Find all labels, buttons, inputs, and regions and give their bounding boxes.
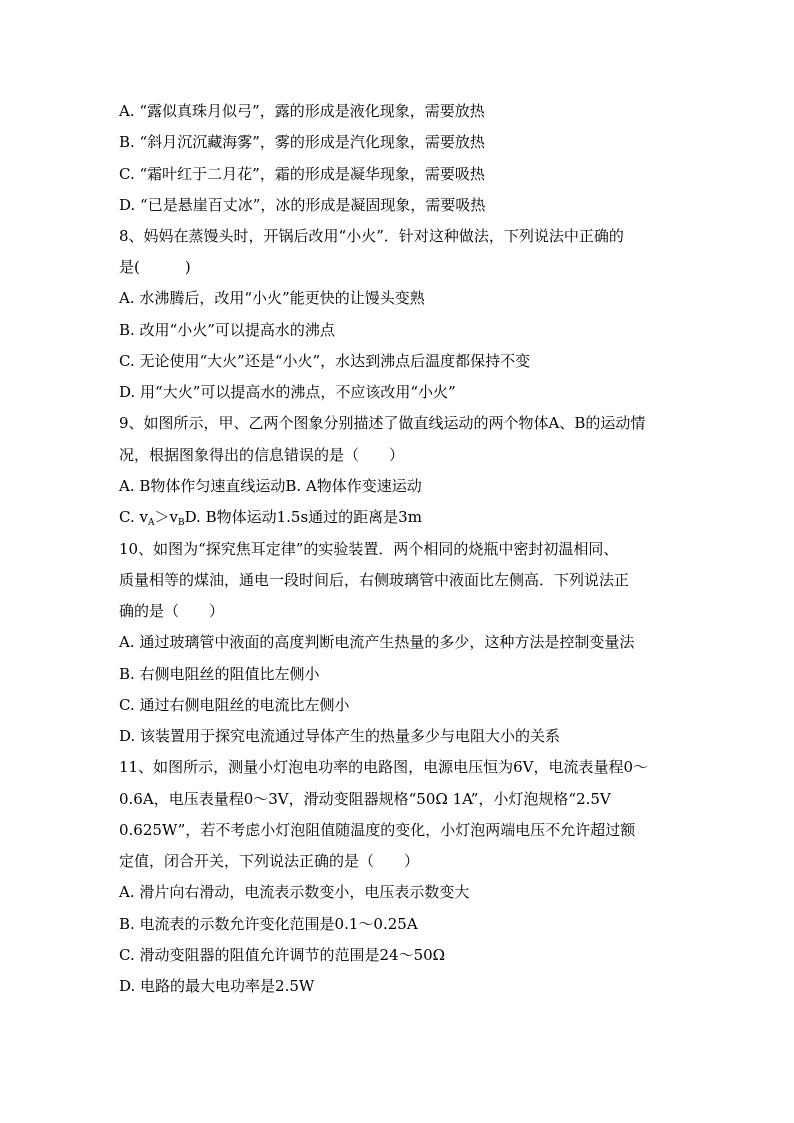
q10-option-d: D. 该装置用于探究电流通过导体产生的热量多少与电阻大小的关系	[119, 727, 561, 745]
q9-options-cd	[119, 507, 719, 527]
q11-option-b: B. 电流表的示数允许变化范围是0.1～0.25A	[119, 915, 418, 933]
q7-option-d: D. “已是悬崖百丈冰”，冰的形成是凝固现象，需要吸热	[119, 196, 486, 214]
q7-option-a: A. “露似真珠月似弓”，露的形成是液化现象，需要放热	[119, 102, 485, 120]
q7-option-b: B. “斜月沉沉藏海雾”，雾的形成是汽化现象，需要放热	[119, 133, 485, 151]
q10-option-c: C. 通过右侧电阻丝的电流比左侧小	[119, 696, 350, 714]
q10-stem: 确的是（ ）	[119, 602, 225, 620]
q8-option-b: B. 改用“小火”可以提高水的沸点	[119, 321, 335, 339]
q9-option-d: D. B物体运动1.5s通过的距离是3m	[184, 508, 422, 526]
q11-option-d: D. 电路的最大电功率是2.5W	[119, 977, 315, 995]
q10-option-a: A. 通过玻璃管中液面的高度判断电流产生热量的多少，这种方法是控制变量法	[119, 633, 635, 651]
q8-stem: 8、妈妈在蒸馒头时，开锅后改用“小火”．针对这种做法，下列说法中正确的	[119, 227, 624, 245]
q11-stem: 0.6A，电压表量程0～3V，滑动变阻器规格“50Ω 1A”，小灯泡规格“2.5V	[119, 790, 611, 808]
q7-option-c: C. “霜叶红于二月花”，霜的形成是凝华现象，需要吸热	[119, 165, 485, 183]
q9-option-c-compare: ＞v	[154, 508, 178, 526]
subscript-a: A	[147, 518, 155, 528]
q11-stem: 定值，闭合开关，下列说法正确的是（ ）	[119, 852, 420, 870]
q11-stem: 11、如图所示，测量小灯泡电功率的电路图，电源电压恒为6V，电流表量程0～	[119, 758, 649, 776]
q9-stem: 况，根据图象得出的信息错误的是（ ）	[119, 446, 405, 464]
q8-option-c: C. 无论使用“大火”还是“小火”，水达到沸点后温度都保持不变	[119, 352, 531, 370]
q11-option-c: C. 滑动变阻器的阻值允许调节的范围是24～50Ω	[119, 946, 446, 964]
q8-option-a: A. 水沸腾后，改用“小火”能更快的让馒头变熟	[119, 289, 425, 307]
q11-stem: 0.625W”，若不考虑小灯泡阻值随温度的变化，小灯泡两端电压不允许超过额	[119, 821, 636, 839]
q8-stem: 是( )	[119, 258, 191, 276]
q11-option-a: A. 滑片向右滑动，电流表示数变小，电压表示数变大	[119, 883, 470, 901]
q9-options-ab: A. B物体作匀速直线运动B. A物体作变速运动	[119, 477, 422, 495]
q9-option-c-prefix: C. v	[119, 508, 148, 526]
subscript-b: B	[177, 518, 185, 528]
q10-stem: 10、如图为“探究焦耳定律”的实验装置．两个相同的烧瓶中密封初温相同、	[119, 540, 619, 558]
q9-stem: 9、如图所示，甲、乙两个图象分别描述了做直线运动的两个物体A、B的运动情	[119, 414, 646, 432]
q10-option-b: B. 右侧电阻丝的阻值比左侧小	[119, 665, 320, 683]
q10-stem: 质量相等的煤油，通电一段时间后，右侧玻璃管中液面比左侧高．下列说法正	[119, 571, 630, 589]
q8-option-d: D. 用“大火”可以提高水的沸点，不应该改用“小火”	[119, 383, 456, 401]
